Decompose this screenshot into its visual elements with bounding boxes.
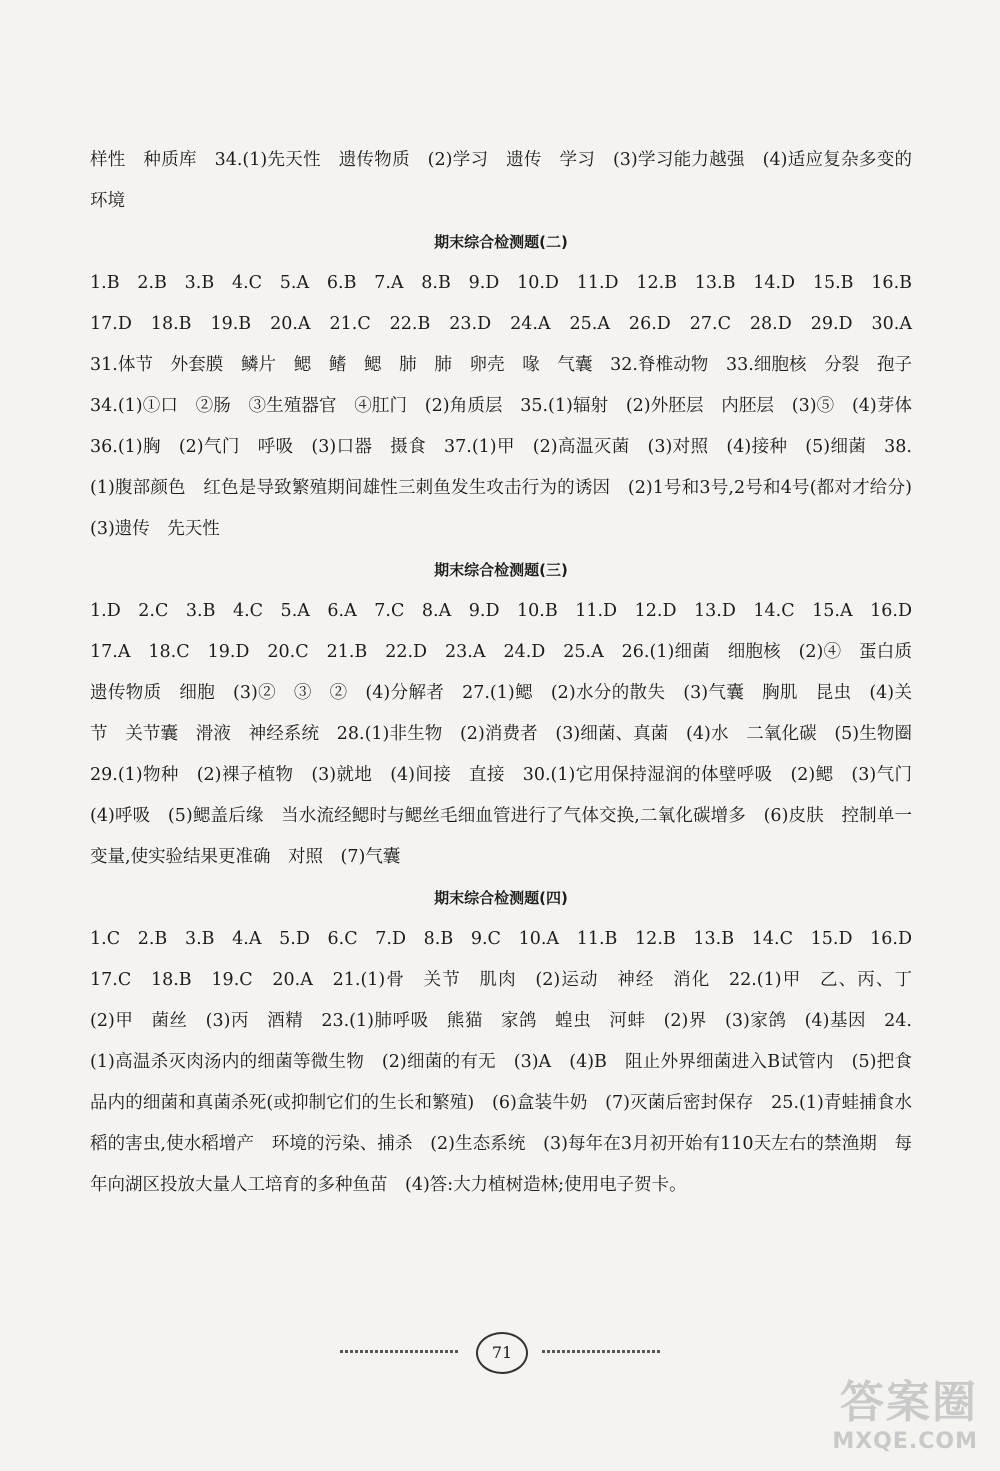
section-title-2: 期末综合检测题(二) xyxy=(434,233,568,251)
watermark-site: MXQE.COM xyxy=(832,1429,978,1454)
watermark-logo: 答案圈 xyxy=(840,1377,978,1428)
section-answers-4: 1.C 2.B 3.B 4.A 5.D 6.C 7.D 8.B 9.C 10.A 11.B 12.B 13.B 14.C 15.D 16.D 17.C 18.B 19.C 20.A 21.(1)骨 关节 肌肉 (2)运动 神经 消化 22.(1)甲 乙、丙、丁 (2)甲 菌丝 (3)丙 酒精 23.(1)肺呼吸 熊猫 家鸽 蝗虫 河蚌 (2)界 (3)家鸽 (4)基因 24.(1)高温杀灭肉汤内的细菌等微生物 (2)细菌的有无 (3)A (4)B 阻止外界细菌进入B试管内 (5)把食品内的细菌和真菌杀死(或抑制它们的生长和繁殖) (6)盒装牛奶 (7)灭菌后密封保存 25.(1)青蛙捕食水稻的害虫,使水稻增产 环境的污染、捕杀 (2)生态系统 (3)每年在3月初开始有110天左右的禁渔期 每年向湖区投放大量人工培育的多种鱼苗 (4)答:大力植树造林;使用电子贺卡。 xyxy=(90,929,930,1195)
section-title-4: 期末综合检测题(四) xyxy=(434,889,568,907)
answer-page xyxy=(90,140,930,1206)
section-title-3: 期末综合检测题(三) xyxy=(434,561,568,579)
footer-ornament-left xyxy=(340,1350,458,1353)
section-answers-3: 1.D 2.C 3.B 4.C 5.A 6.A 7.C 8.A 9.D 10.B 11.D 12.D 13.D 14.C 15.A 16.D 17.A 18.C 19.D 20.C 21.B 22.D 23.A 24.D 25.A 26.(1)细菌 细胞核 (2)④ 蛋白质 遗传物质 细胞 (3)② ③ ② (4)分解者 27.(1)鳃 (2)水分的散失 (3)气囊 胸肌 昆虫 (4)关节 关节囊 滑液 神经系统 28.(1)非生物 (2)消费者 (3)细菌、真菌 (4)水 二氧化碳 (5)生物圈 29.(1)物种 (2)裸子植物 (3)就地 (4)间接 直接 30.(1)它用保持湿润的体壁呼吸 (2)鳃 (3)气门 (4)呼吸 (5)鳃盖后缘 当水流经鳃时与鳃丝毛细血管进行了气体交换,二氧化碳增多 (6)皮肤 控制单一变量,使实验结果更准确 对照 (7)气囊 xyxy=(90,601,930,867)
page-number: 71 xyxy=(476,1332,528,1374)
page-footer xyxy=(340,1332,660,1372)
watermark xyxy=(788,1378,978,1464)
intro-paragraph: 样性 种质库 34.(1)先天性 遗传物质 (2)学习 遗传 学习 (3)学习能力越强 (4)适应复杂多变的环境 xyxy=(90,150,912,211)
footer-ornament-right xyxy=(542,1350,660,1353)
section-answers-2: 1.B 2.B 3.B 4.C 5.A 6.B 7.A 8.B 9.D 10.D 11.D 12.B 13.B 14.D 15.B 16.B 17.D 18.B 19.B 20.A 21.C 22.B 23.D 24.A 25.A 26.D 27.C 28.D 29.D 30.A 31.体节 外套膜 鳞片 鳃 鳍 鳃 肺 肺 卵壳 喙 气囊 32.脊椎动物 33.细胞核 分裂 孢子 34.(1)①口 ②肠 ③生殖器官 ④肛门 (2)角质层 35.(1)辐射 (2)外胚层 内胚层 (3)⑤ (4)芽体 36.(1)胸 (2)气门 呼吸 (3)口器 摄食 37.(1)甲 (2)高温灭菌 (3)对照 (4)接种 (5)细菌 38.(1)腹部颜色 红色是导致繁殖期间雄性三刺鱼发生攻击行为的诱因 (2)1号和3号,2号和4号(都对才给分) (3)遗传 先天性 xyxy=(90,273,930,539)
